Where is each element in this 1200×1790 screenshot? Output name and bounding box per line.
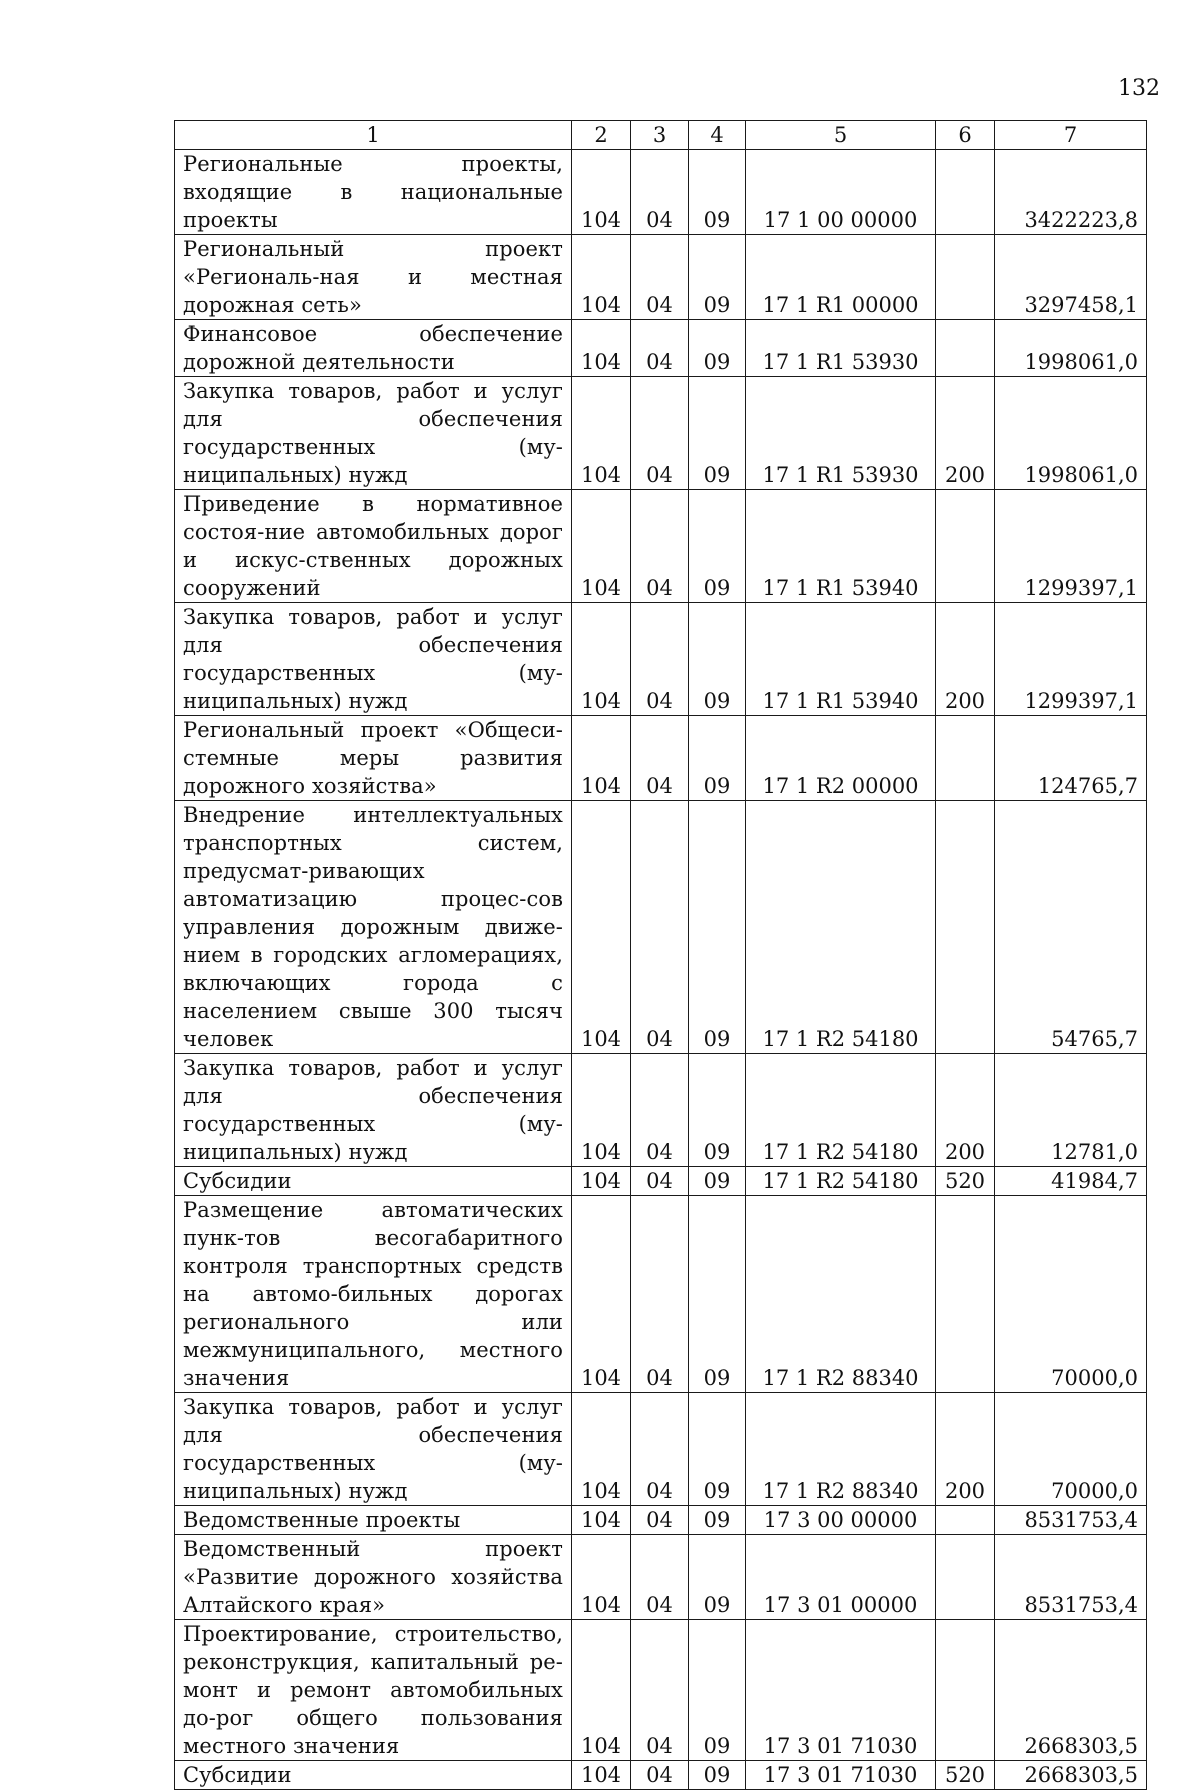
table-row (175, 1054, 1147, 1167)
amount-cell: 54765,7 (995, 801, 1147, 1054)
subsection-cell: 09 (689, 1506, 746, 1535)
table-row (175, 235, 1147, 320)
name-cell: Ведомственные проекты (175, 1506, 572, 1535)
section-cell: 04 (631, 1620, 689, 1761)
code-cell: 104 (572, 801, 631, 1054)
subsection-cell: 09 (689, 150, 746, 235)
subsection-cell: 09 (689, 235, 746, 320)
code-cell: 104 (572, 1196, 631, 1393)
target-article-cell: 17 1 R1 00000 (746, 235, 936, 320)
column-header-4: 4 (689, 121, 746, 150)
table-row (175, 1393, 1147, 1506)
section-cell: 04 (631, 320, 689, 377)
section-cell: 04 (631, 1761, 689, 1790)
table-row (175, 1761, 1147, 1790)
code-cell: 104 (572, 377, 631, 490)
section-cell: 04 (631, 150, 689, 235)
subsection-cell: 09 (689, 801, 746, 1054)
table-row (175, 150, 1147, 235)
target-article-cell: 17 1 R2 54180 (746, 1054, 936, 1167)
subsection-cell: 09 (689, 1393, 746, 1506)
name-cell: Ведомственный проект «Развитие дорожного хозяйства Алтайского края» (175, 1535, 572, 1620)
target-article-cell: 17 1 R1 53940 (746, 490, 936, 603)
table-row (175, 1535, 1147, 1620)
code-cell: 104 (572, 320, 631, 377)
amount-cell: 70000,0 (995, 1196, 1147, 1393)
amount-cell: 1998061,0 (995, 320, 1147, 377)
section-cell: 04 (631, 1506, 689, 1535)
budget-table (174, 120, 1147, 1790)
subsection-cell: 09 (689, 1761, 746, 1790)
code-cell: 104 (572, 1535, 631, 1620)
target-article-cell: 17 3 01 71030 (746, 1761, 936, 1790)
expense-type-cell (936, 320, 995, 377)
name-cell: Финансовое обеспечение дорожной деятельности (175, 320, 572, 377)
name-cell: Закупка товаров, работ и услуг для обеспечения государственных (му-ниципальных) нужд (175, 377, 572, 490)
column-header-1: 1 (175, 121, 572, 150)
section-cell: 04 (631, 716, 689, 801)
section-cell: 04 (631, 377, 689, 490)
expense-type-cell (936, 490, 995, 603)
amount-cell: 2668303,5 (995, 1761, 1147, 1790)
table-row (175, 377, 1147, 490)
section-cell: 04 (631, 235, 689, 320)
expense-type-cell (936, 235, 995, 320)
subsection-cell: 09 (689, 490, 746, 603)
name-cell: Региональные проекты, входящие в национальные проекты (175, 150, 572, 235)
expense-type-cell (936, 150, 995, 235)
amount-cell: 41984,7 (995, 1167, 1147, 1196)
table-row (175, 716, 1147, 801)
target-article-cell: 17 1 R1 53930 (746, 377, 936, 490)
code-cell: 104 (572, 603, 631, 716)
column-header-7: 7 (995, 121, 1147, 150)
column-header-2: 2 (572, 121, 631, 150)
expense-type-cell (936, 1196, 995, 1393)
expense-type-cell: 520 (936, 1167, 995, 1196)
name-cell: Региональный проект «Общеси-стемные меры развития дорожного хозяйства» (175, 716, 572, 801)
subsection-cell: 09 (689, 716, 746, 801)
code-cell: 104 (572, 235, 631, 320)
section-cell: 04 (631, 490, 689, 603)
header-row (175, 121, 1147, 150)
amount-cell: 124765,7 (995, 716, 1147, 801)
target-article-cell: 17 1 R1 53940 (746, 603, 936, 716)
name-cell: Внедрение интеллектуальных транспортных систем, предусмат-ривающих автоматизацию процес-сов управления дорожным движе-нием в городских агломерациях, включающих города с населением свыше 300 тысяч человек (175, 801, 572, 1054)
code-cell: 104 (572, 1393, 631, 1506)
section-cell: 04 (631, 1196, 689, 1393)
expense-type-cell: 200 (936, 1393, 995, 1506)
expense-type-cell: 200 (936, 603, 995, 716)
code-cell: 104 (572, 1054, 631, 1167)
expense-type-cell (936, 1535, 995, 1620)
amount-cell: 3422223,8 (995, 150, 1147, 235)
name-cell: Региональный проект «Региональ-ная и местная дорожная сеть» (175, 235, 572, 320)
amount-cell: 3297458,1 (995, 235, 1147, 320)
name-cell: Размещение автоматических пунк-тов весогабаритного контроля транспортных средств на автомо-бильных дорогах регионального или межмуниципального, местного значения (175, 1196, 572, 1393)
subsection-cell: 09 (689, 377, 746, 490)
code-cell: 104 (572, 1506, 631, 1535)
expense-type-cell (936, 1620, 995, 1761)
column-header-5: 5 (746, 121, 936, 150)
table-row (175, 490, 1147, 603)
target-article-cell: 17 3 01 71030 (746, 1620, 936, 1761)
name-cell: Закупка товаров, работ и услуг для обеспечения государственных (му-ниципальных) нужд (175, 603, 572, 716)
subsection-cell: 09 (689, 1196, 746, 1393)
target-article-cell: 17 1 R2 54180 (746, 801, 936, 1054)
amount-cell: 1299397,1 (995, 490, 1147, 603)
target-article-cell: 17 1 R1 53930 (746, 320, 936, 377)
target-article-cell: 17 1 R2 88340 (746, 1196, 936, 1393)
amount-cell: 70000,0 (995, 1393, 1147, 1506)
code-cell: 104 (572, 490, 631, 603)
code-cell: 104 (572, 1167, 631, 1196)
subsection-cell: 09 (689, 1620, 746, 1761)
name-cell: Закупка товаров, работ и услуг для обеспечения государственных (му-ниципальных) нужд (175, 1393, 572, 1506)
subsection-cell: 09 (689, 1535, 746, 1620)
section-cell: 04 (631, 801, 689, 1054)
target-article-cell: 17 1 00 00000 (746, 150, 936, 235)
name-cell: Приведение в нормативное состоя-ние автомобильных дорог и искус-ственных дорожных сооружений (175, 490, 572, 603)
table-row (175, 801, 1147, 1054)
subsection-cell: 09 (689, 1167, 746, 1196)
column-header-6: 6 (936, 121, 995, 150)
section-cell: 04 (631, 1054, 689, 1167)
subsection-cell: 09 (689, 320, 746, 377)
table-row (175, 320, 1147, 377)
table-header (175, 121, 1147, 150)
section-cell: 04 (631, 1393, 689, 1506)
table-body (175, 150, 1147, 1790)
target-article-cell: 17 3 00 00000 (746, 1506, 936, 1535)
code-cell: 104 (572, 716, 631, 801)
name-cell: Проектирование, строительство, реконструкция, капитальный ре-монт и ремонт автомобильных до-рог общего пользования местного значения (175, 1620, 572, 1761)
expense-type-cell (936, 1506, 995, 1535)
table-row (175, 1196, 1147, 1393)
target-article-cell: 17 3 01 00000 (746, 1535, 936, 1620)
amount-cell: 1998061,0 (995, 377, 1147, 490)
table-row (175, 1167, 1147, 1196)
expense-type-cell: 200 (936, 377, 995, 490)
section-cell: 04 (631, 1535, 689, 1620)
code-cell: 104 (572, 150, 631, 235)
code-cell: 104 (572, 1620, 631, 1761)
expense-type-cell (936, 801, 995, 1054)
name-cell: Субсидии (175, 1761, 572, 1790)
table-row (175, 1506, 1147, 1535)
amount-cell: 8531753,4 (995, 1506, 1147, 1535)
amount-cell: 2668303,5 (995, 1620, 1147, 1761)
section-cell: 04 (631, 1167, 689, 1196)
target-article-cell: 17 1 R2 54180 (746, 1167, 936, 1196)
target-article-cell: 17 1 R2 00000 (746, 716, 936, 801)
table-row (175, 603, 1147, 716)
subsection-cell: 09 (689, 603, 746, 716)
target-article-cell: 17 1 R2 88340 (746, 1393, 936, 1506)
expense-type-cell: 520 (936, 1761, 995, 1790)
expense-type-cell (936, 716, 995, 801)
table-row (175, 1620, 1147, 1761)
amount-cell: 12781,0 (995, 1054, 1147, 1167)
name-cell: Закупка товаров, работ и услуг для обеспечения государственных (му-ниципальных) нужд (175, 1054, 572, 1167)
amount-cell: 8531753,4 (995, 1535, 1147, 1620)
column-header-3: 3 (631, 121, 689, 150)
expense-type-cell: 200 (936, 1054, 995, 1167)
subsection-cell: 09 (689, 1054, 746, 1167)
code-cell: 104 (572, 1761, 631, 1790)
name-cell: Субсидии (175, 1167, 572, 1196)
amount-cell: 1299397,1 (995, 603, 1147, 716)
section-cell: 04 (631, 603, 689, 716)
page-number: 132 (1118, 76, 1160, 101)
